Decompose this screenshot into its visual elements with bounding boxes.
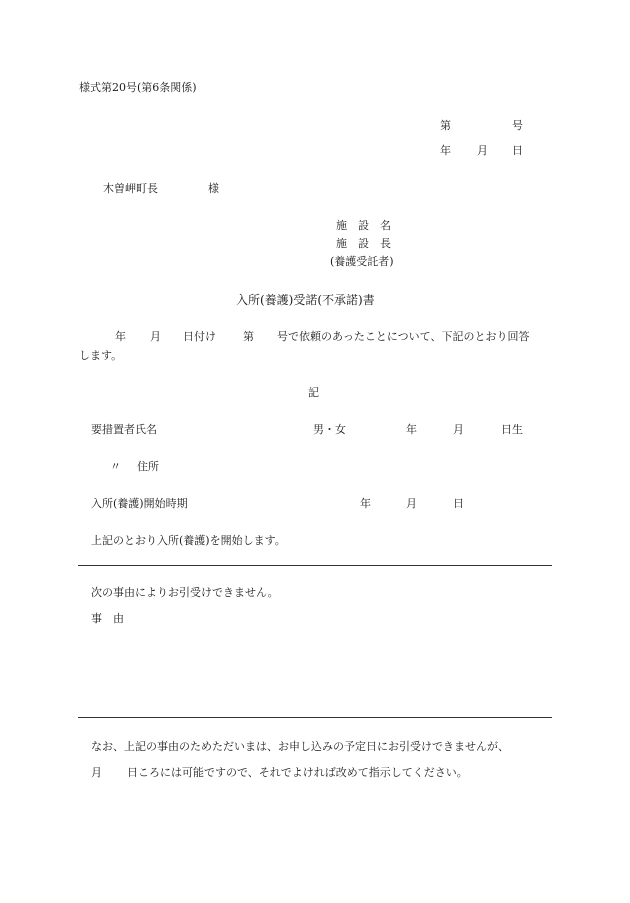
- addressee-name: 木曽岬町長: [103, 182, 158, 195]
- number-dai: 第: [440, 119, 451, 132]
- refusal-text: 次の事由によりお引受けできません。: [91, 586, 279, 599]
- date-day: 日: [512, 144, 523, 157]
- intro-dated: 日付け: [183, 330, 216, 343]
- addressee-honorific: 様: [208, 182, 219, 195]
- note-line2: 日ころには可能ですので、それでよければ改めて指示してください。: [127, 766, 468, 779]
- number-go: 号: [512, 119, 523, 132]
- document-title: 入所(養護)受諾(不承諾)書: [236, 293, 375, 307]
- start-date-label: 入所(養護)開始時期: [91, 497, 188, 510]
- divider-bottom: [78, 717, 552, 718]
- intro-year: 年: [115, 330, 126, 343]
- birth-year: 年: [406, 423, 417, 436]
- start-month: 月: [406, 497, 417, 510]
- facility-name-label: 施 設 名: [336, 219, 391, 232]
- divider-top: [78, 565, 552, 566]
- start-day: 日: [453, 497, 464, 510]
- ki-heading: 記: [308, 386, 319, 399]
- birth-month: 月: [453, 423, 464, 436]
- reason-label: 事 由: [91, 612, 124, 625]
- intro-month: 月: [150, 330, 161, 343]
- start-year: 年: [360, 497, 371, 510]
- note-month: 月: [91, 766, 102, 779]
- custodian-label: (養護受託者): [330, 255, 394, 268]
- form-number: 様式第20号(第6条関係): [79, 81, 197, 94]
- acceptance-text: 上記のとおり入所(養護)を開始します。: [91, 534, 286, 547]
- person-name-label: 要措置者氏名: [91, 423, 157, 436]
- intro-rest: 号で依頼のあったことについて、下記のとおり回答: [277, 330, 530, 343]
- intro-dai: 第: [243, 330, 254, 343]
- address-label: 住所: [137, 460, 159, 473]
- birth-day: 日生: [501, 423, 523, 436]
- date-year: 年: [440, 144, 451, 157]
- date-month: 月: [477, 144, 488, 157]
- intro-line2: します。: [79, 349, 123, 362]
- facility-head-label: 施 設 長: [336, 237, 391, 250]
- note-line1: なお、上記の事由のためただいまは、お申し込みの予定日にお引受けできませんが、: [91, 740, 509, 753]
- ditto-mark: 〃: [110, 460, 121, 473]
- gender-label: 男・女: [313, 423, 346, 436]
